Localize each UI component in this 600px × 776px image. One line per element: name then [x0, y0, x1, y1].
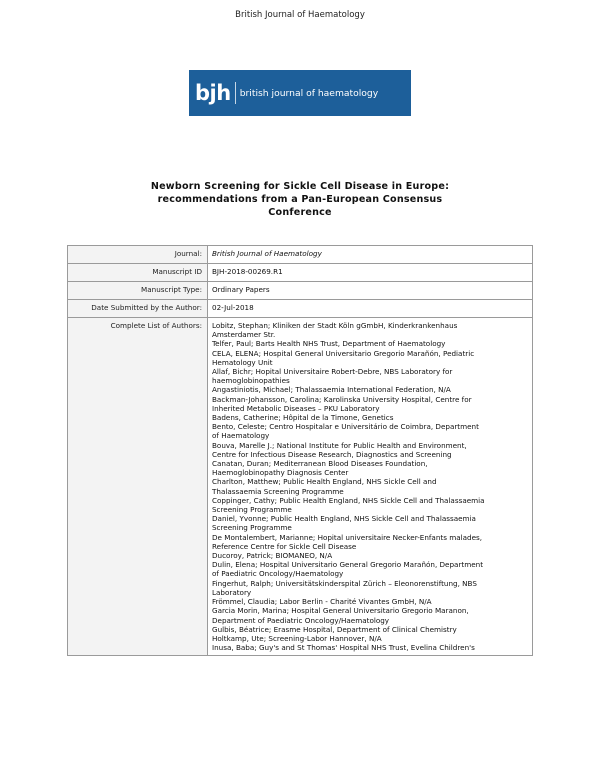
author-line: Inherited Metabolic Diseases – PKU Laboratory [212, 403, 380, 413]
author-line: De Montalembert, Marianne; Hopital universitaire Necker-Enfants malades, [212, 532, 483, 542]
manuscript-id-label: Manuscript ID [68, 264, 208, 282]
author-line: Dulin, Elena; Hospital Universitario General Gregorio Marañón, Department [212, 560, 484, 570]
manuscript-metadata-table [67, 245, 533, 656]
author-line: Reference Centre for Sickle Cell Disease [212, 541, 357, 551]
journal-value: British Journal of Haematology [208, 246, 533, 264]
title-line-2: recommendations from a Pan-European Consensus [157, 194, 443, 205]
author-line: of Haematology [212, 431, 270, 441]
date-row [68, 300, 533, 318]
logo-text: british journal of haematology [239, 87, 379, 99]
author-line: Laboratory [212, 587, 252, 597]
author-line: Charlton, Matthew; Public Health England, NHS Sickle Cell and [212, 477, 437, 487]
logo-mark: bjh [195, 80, 231, 105]
author-line: Canatan, Duran; Mediterranean Blood Diseases Foundation, [212, 459, 428, 469]
author-line: Inusa, Baba; Guy's and St Thomas' Hospital NHS Trust, Evelina Children's [212, 643, 475, 653]
author-line: Department of Paediatric Oncology/Haematology [212, 615, 390, 625]
journal-running-header: British Journal of Haematology [235, 10, 365, 20]
author-line: of Paediatric Oncology/Haematology [212, 569, 344, 579]
manuscript-id-row [68, 264, 533, 282]
manuscript-type-value: Ordinary Papers [208, 282, 533, 300]
author-line: Screening Programme [212, 505, 292, 515]
author-line: Coppinger, Cathy; Public Health England, NHS Sickle Cell and Thalassaemia [212, 495, 485, 505]
date-value: 02-Jul-2018 [208, 300, 533, 318]
author-line: Bento, Celeste; Centro Hospitalar e Universitário de Coimbra, Department [212, 422, 479, 432]
author-line: Bouva, Marelle J.; National Institute for Public Health and Environment, [212, 440, 467, 450]
paper-title [100, 180, 500, 219]
author-line: Gulbis, Béatrice; Erasme Hospital, Department of Clinical Chemistry [212, 624, 457, 634]
author-line: Hematology Unit [212, 357, 273, 367]
manuscript-id-value: BJH-2018-00269.R1 [208, 264, 533, 282]
author-line: Allaf, Bichr; Hopital Universitaire Robert-Debre, NBS Laboratory for [212, 367, 453, 377]
author-line: Thalassaemia Screening Programme [212, 486, 344, 496]
author-line: Screening Programme [212, 523, 292, 533]
author-line: Frömmel, Claudia; Labor Berlin - Charité Vivantes GmbH, N/A [212, 597, 432, 607]
author-line: Telfer, Paul; Barts Health NHS Trust, Department of Haematology [212, 339, 446, 349]
author-line: Angastiniotis, Michael; Thalassaemia International Federation, N/A [212, 385, 451, 395]
author-line: Fingerhut, Ralph; Universitätskinderspital Zürich – Eleonorenstiftung, NBS [212, 578, 477, 588]
author-line: CELA, ELENA; Hospital General Universitario Gregorio Marañón, Pediatric [212, 348, 475, 358]
author-line: Ducoroy, Patrick; BIOMANEO, N/A [212, 551, 333, 561]
author-line: Badens, Catherine; Hôpital de la Timone, Genetics [212, 413, 394, 423]
journal-logo [189, 70, 411, 116]
author-line: Holtkamp, Ute; Screening-Labor Hannover, N/A [212, 633, 382, 643]
author-line: Garcia Morin, Marina; Hospital General Universitario Gregorio Maranon, [212, 606, 469, 616]
journal-label: Journal: [68, 246, 208, 264]
author-line: Lobitz, Stephan; Kliniken der Stadt Köln gGmbH, Kinderkrankenhaus [212, 321, 458, 330]
journal-row [68, 246, 533, 264]
title-line-1: Newborn Screening for Sickle Cell Disease in Europe: [150, 181, 450, 192]
date-label: Date Submitted by the Author: [68, 300, 208, 318]
author-line: haemoglobinopathies [212, 376, 290, 386]
title-line-3: Conference [268, 207, 332, 218]
manuscript-type-row [68, 282, 533, 300]
authors-row [68, 318, 533, 656]
author-line: Centre for Infectious Disease Research, Diagnostics and Screening [212, 449, 452, 459]
manuscript-type-label: Manuscript Type: [68, 282, 208, 300]
author-line: Amsterdamer Str. [212, 330, 276, 340]
author-line: Haemoglobinopathy Diagnosis Center [212, 468, 349, 478]
logo-divider [235, 82, 236, 104]
author-line: Backman-Johansson, Carolina; Karolinska University Hospital, Centre for [212, 394, 472, 404]
authors-list [208, 318, 533, 656]
author-line: Daniel, Yvonne; Public Health England, NHS Sickle Cell and Thalassaemia [212, 514, 476, 524]
authors-label: Complete List of Authors: [68, 318, 208, 656]
